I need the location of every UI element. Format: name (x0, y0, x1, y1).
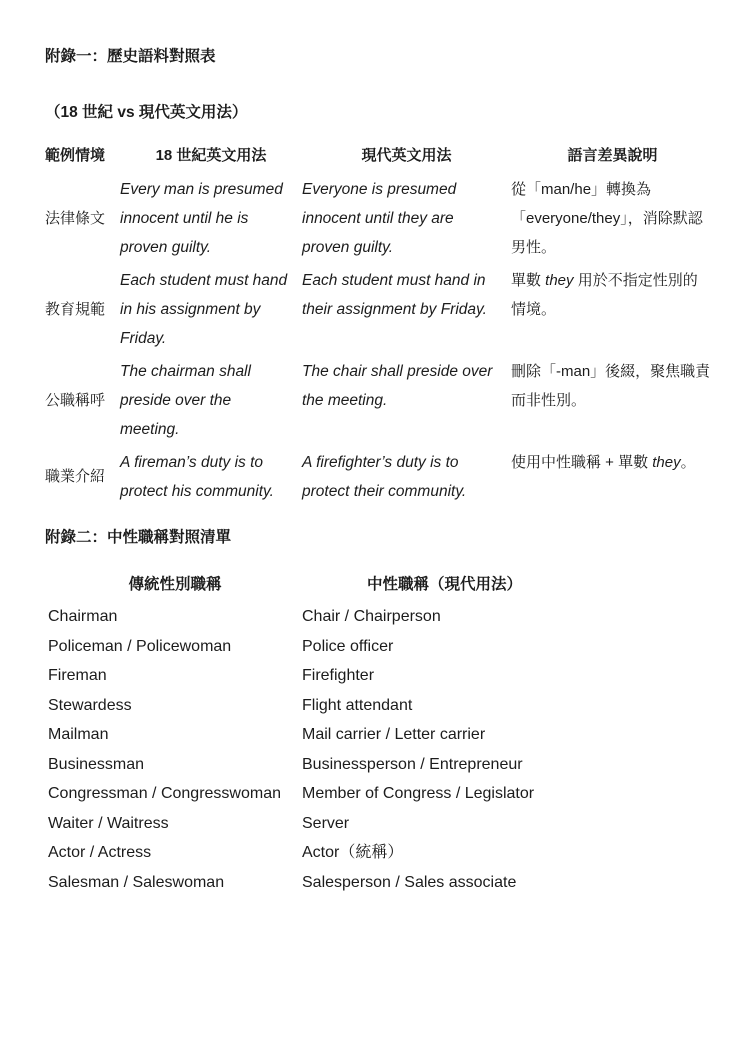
neutral-title-cell: Firefighter (302, 667, 375, 684)
list-item (48, 838, 714, 868)
list-item (48, 750, 714, 780)
neutral-title-cell: Businessperson / Entrepreneur (302, 755, 523, 773)
list-item (48, 691, 714, 721)
list-item (48, 868, 714, 898)
note-segment: 單數 (511, 272, 546, 289)
neutral-title-cell: Actor（統稱） (302, 844, 404, 861)
table-row (45, 357, 714, 444)
traditional-title-cell: Salesman / Saleswoman (48, 873, 225, 891)
traditional-title-cell: Stewardess (48, 696, 132, 714)
context-cell: 職業介紹 (45, 468, 106, 485)
traditional-title-cell: Waiter / Waitress (48, 814, 169, 832)
note-segment: 用於不指定性別的情境。 (511, 272, 698, 318)
c18-usage-cell: A fireman’s duty is to protect his community. (120, 454, 274, 500)
header-modern-usage: 現代英文用法 (361, 147, 452, 164)
header-neutral-titles: 中性職稱（現代用法） (366, 576, 522, 593)
traditional-title-cell: Congressman / Congresswoman (48, 785, 281, 802)
context-cell: 公職稱呼 (45, 391, 106, 409)
neutral-titles-header-row (48, 571, 714, 599)
neutral-title-cell: Salesperson / Sales associate (302, 873, 517, 891)
traditional-title-cell: Actor / Actress (48, 844, 152, 861)
history-comparison-table (45, 143, 714, 506)
c18-usage-cell: Every man is presumed innocent until he is proven guilty. (120, 181, 283, 256)
header-18th-century-usage: 18 世紀英文用法 (155, 147, 267, 164)
difference-note-cell (511, 448, 714, 506)
list-item (48, 809, 714, 839)
note-italic-segment: they (652, 454, 681, 471)
modern-usage-cell: The chair shall preside over the meeting. (302, 363, 493, 409)
list-item (48, 602, 714, 632)
appendix2-title: 附錄二：中性職稱對照清單 (45, 529, 232, 546)
appendix1-subtitle: （18 世紀 vs 現代英文用法） (45, 104, 248, 121)
note-segment: 使用中性職稱 + 單數 (511, 454, 653, 471)
list-item (48, 661, 714, 691)
context-cell: 教育規範 (45, 300, 106, 318)
note-segment: 刪除「-man」後綴，聚焦職責而非性別。 (511, 363, 711, 409)
history-table-header-row (45, 143, 714, 169)
history-table-body (45, 175, 714, 506)
neutral-title-cell: Server (302, 814, 350, 832)
modern-usage-cell: Everyone is presumed innocent until they are proven guilty. (302, 181, 457, 256)
table-row (45, 448, 714, 506)
neutral-title-cell: Member of Congress / Legislator (302, 785, 535, 802)
neutral-title-cell: Mail carrier / Letter carrier (302, 726, 486, 743)
traditional-title-cell: Policeman / Policewoman (48, 637, 232, 655)
traditional-title-cell: Mailman (48, 726, 109, 743)
list-item (48, 632, 714, 662)
appendix1-title: 附錄一：歷史語料對照表 (45, 48, 216, 65)
context-cell: 法律條文 (45, 209, 106, 227)
difference-note-cell (511, 357, 714, 444)
appendix2-section (45, 528, 714, 897)
traditional-title-cell: Fireman (48, 667, 107, 684)
difference-note-cell (511, 175, 714, 262)
table-row (45, 175, 714, 262)
note-segment: 從「man/he」轉換為「everyone/they」，消除默認男性。 (511, 181, 703, 256)
difference-note-cell (511, 266, 714, 353)
neutral-titles-table (48, 571, 714, 897)
neutral-titles-table-body (48, 602, 714, 897)
note-segment: 。 (680, 454, 696, 471)
neutral-title-cell: Chair / Chairperson (302, 608, 441, 625)
neutral-title-cell: Flight attendant (302, 696, 413, 714)
header-context: 範例情境 (45, 147, 106, 164)
c18-usage-cell: The chairman shall preside over the meeting. (120, 363, 251, 438)
header-traditional-titles: 傳統性別職稱 (128, 576, 222, 593)
list-item (48, 779, 714, 809)
traditional-title-cell: Businessman (48, 755, 145, 773)
modern-usage-cell: Each student must hand in their assignment by Friday. (302, 272, 487, 318)
appendix1-section (45, 47, 714, 506)
modern-usage-cell: A firefighter’s duty is to protect their community. (302, 454, 467, 500)
c18-usage-cell: Each student must hand in his assignment by Friday. (120, 272, 288, 347)
note-italic-segment: they (545, 272, 574, 289)
list-item (48, 720, 714, 750)
neutral-title-cell: Police officer (302, 637, 394, 655)
header-difference-note: 語言差異說明 (567, 147, 658, 164)
table-row (45, 266, 714, 353)
traditional-title-cell: Chairman (48, 608, 118, 625)
